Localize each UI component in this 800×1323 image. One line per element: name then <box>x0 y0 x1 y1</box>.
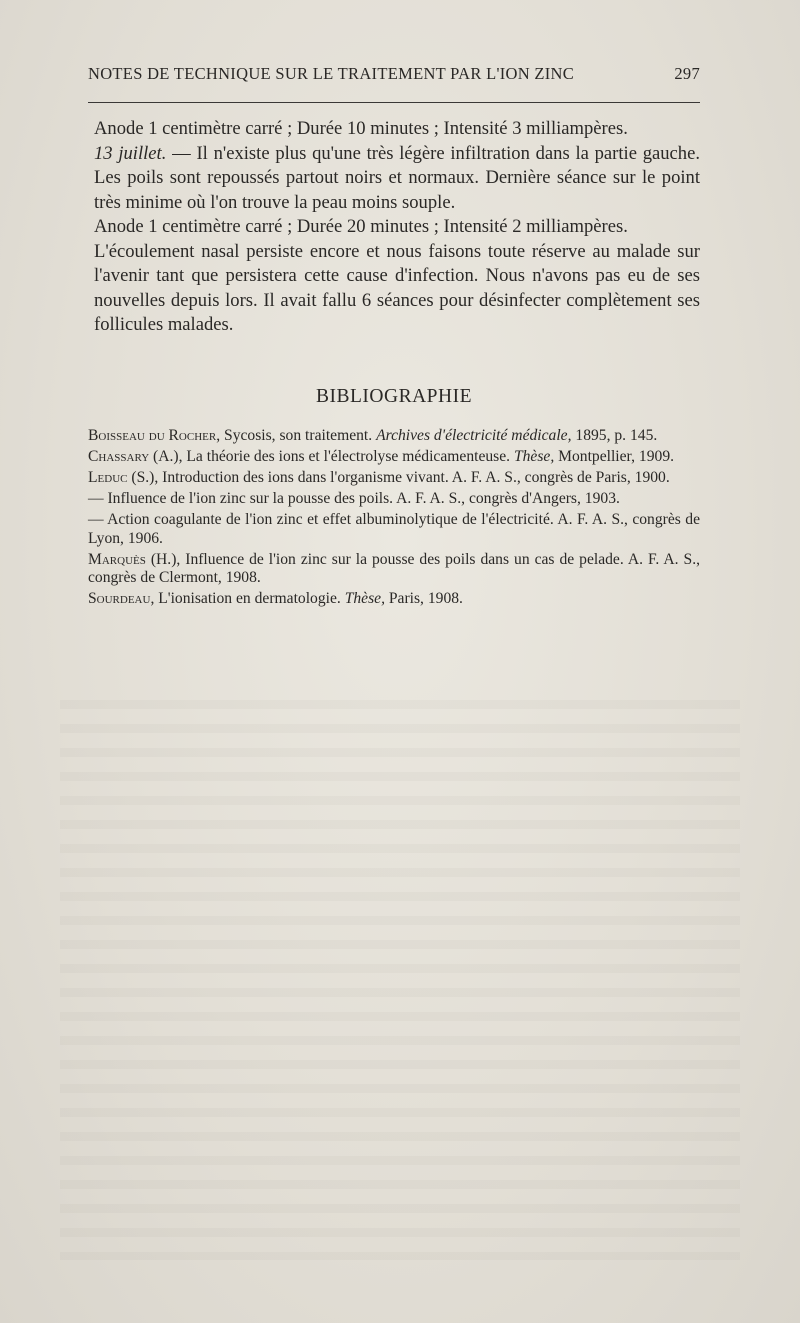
entry-author: Marquès <box>88 550 146 568</box>
bibliography-entry <box>88 511 700 548</box>
entry-text: — Action coagulante de l'ion zinc et effet albuminolytique de l'électricité. A. F. A. S., congrès de Lyon, 1906. <box>88 510 700 547</box>
date-july-13: 13 juillet. <box>94 142 167 164</box>
paragraph-july-13 <box>88 142 700 216</box>
entry-author: Sourdeau, <box>88 590 155 608</box>
entry-journal: Thèse, <box>344 590 385 608</box>
entry-author: Leduc <box>88 468 128 486</box>
entry-tail: Paris, 1908. <box>384 590 463 608</box>
entry-tail: Montpellier, 1909. <box>554 447 675 465</box>
entry-text: (S.), Introduction des ions dans l'organisme vivant. A. F. A. S., congrès de Paris, 1900. <box>127 468 670 486</box>
paragraph-july-13-text: — Il n'existe plus qu'une très légère infiltration dans la partie gauche. Les poils sont repoussés partout noirs et normaux. Dernière séance sur le point très minime où l'on trouve la peau moins souple. <box>94 142 700 213</box>
entry-text: L'ionisation en dermatologie. <box>154 590 345 608</box>
entry-journal: Archives d'électricité médicale, <box>376 427 572 444</box>
bibliography-list <box>88 427 700 611</box>
entry-tail: 1895, p. 145. <box>571 427 658 444</box>
entry-text: — Influence de l'ion zinc sur la pousse des poils. A. F. A. S., congrès d'Angers, 1903. <box>88 489 620 507</box>
entry-text: (H.), Influence de l'ion zinc sur la pousse des poils dans un cas de pelade. A. F. A. S., congrès de Clermont, 1908. <box>88 550 700 587</box>
entry-journal: Thèse, <box>513 447 555 465</box>
bibliography-entry <box>88 551 700 588</box>
bibliography-entry <box>88 590 700 609</box>
running-title: NOTES DE TECHNIQUE SUR LE TRAITEMENT PAR L'ION ZINC <box>88 64 575 83</box>
entry-text: (A.), La théorie des ions et l'électrolyse médicamenteuse. <box>149 447 514 465</box>
body-text <box>88 117 700 338</box>
bibliography-entry <box>88 490 700 509</box>
bibliography-entry <box>88 427 700 446</box>
bibliography-entry <box>88 448 700 467</box>
entry-author: Chassary <box>88 447 150 465</box>
entry-text: Sycosis, son traitement. <box>220 427 377 444</box>
header-rule <box>88 102 700 103</box>
page-number: 297 <box>674 64 700 83</box>
paragraph-anode-1: Anode 1 centimètre carré ; Durée 10 minutes ; Intensité 3 milliampères. <box>94 118 628 139</box>
paragraph-conclusion: L'écoulement nasal persiste encore et nous faisons toute réserve au malade sur l'avenir tant que persistera cette cause d'infection. Nous n'avons pas eu de ses nouvelles depuis lors. Il avait fallu 6 séances pour désinfecter complètement ses follicules malades. <box>94 240 700 335</box>
bibliography-entry <box>88 469 700 488</box>
bibliography-title: BIBLIOGRAPHIE <box>316 386 472 407</box>
entry-author: Boisseau du Rocher, <box>88 427 221 444</box>
bleed-through-texture <box>60 700 740 1260</box>
paragraph-anode-2: Anode 1 centimètre carré ; Durée 20 minutes ; Intensité 2 milliampères. <box>94 216 628 237</box>
running-header <box>88 64 700 84</box>
